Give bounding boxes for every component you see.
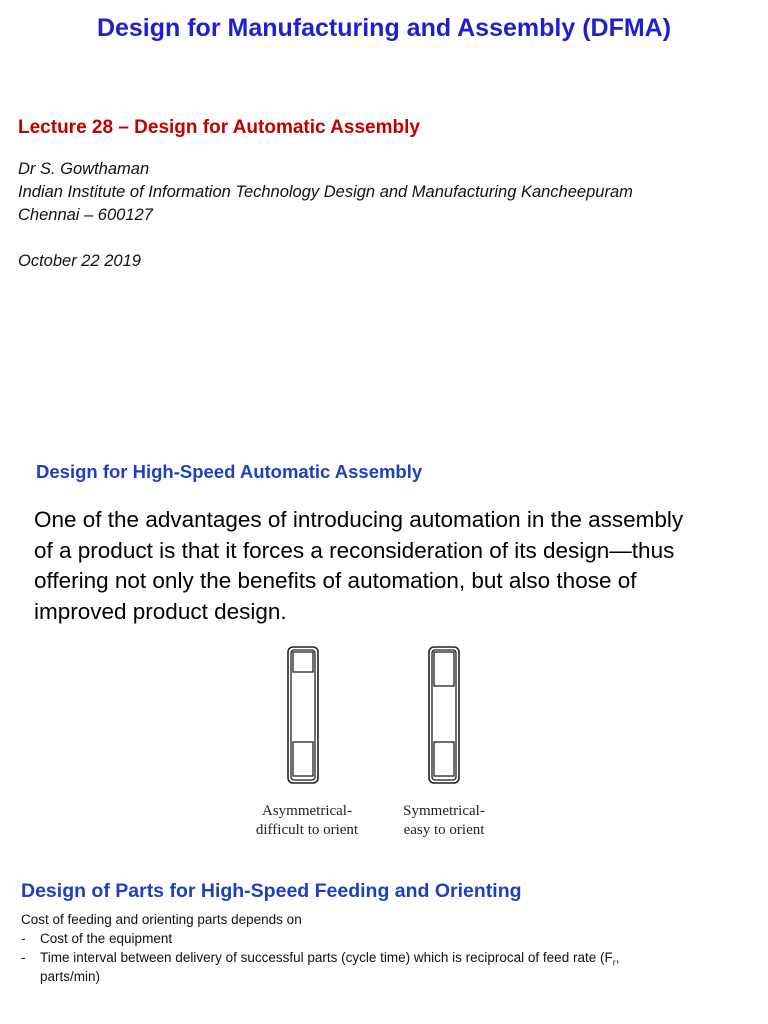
symmetric-caption	[384, 802, 504, 840]
paragraph-line: of a product is that it forces a reconsideration of its design—thus	[34, 537, 675, 563]
bullet-text: Cost of the equipment	[40, 931, 173, 946]
lecture-title: Lecture 28 – Design for Automatic Assembly	[18, 117, 420, 138]
subscript-r: r	[612, 957, 616, 968]
intro-paragraph	[34, 505, 744, 627]
asymmetric-caption	[236, 802, 378, 840]
asymmetric-part-icon	[287, 646, 319, 784]
lecture-date: October 22 2019	[18, 252, 141, 270]
section-title-high-speed: Design for High-Speed Automatic Assembly	[36, 461, 423, 482]
caption-line: difficult to orient	[255, 822, 359, 838]
list-item: - Time interval between delivery of successful parts (cycle time) which is reciprocal of feed rate ($F_r$,	[21, 950, 620, 968]
page-title: Design for Manufacturing and Assembly (DFMA)	[96, 14, 672, 42]
bullet-continuation: parts/min)	[40, 969, 101, 984]
location-text: Chennai – 600127	[18, 206, 153, 224]
bullet-tail: ,	[615, 950, 620, 965]
institution-name: Indian Institute of Information Technology Design and Manufacturing Kancheepuram	[18, 183, 633, 201]
bullet-text: Time interval between delivery of successful parts (cycle time) which is reciprocal of feed rate (F	[40, 950, 613, 965]
list-item: - Cost of the equipment	[21, 931, 173, 946]
author-name: Dr S. Gowthaman	[18, 160, 150, 178]
symmetric-part-icon	[428, 646, 460, 784]
section-title-feeding: Design of Parts for High-Speed Feeding and Orienting	[21, 880, 522, 902]
feeding-intro: Cost of feeding and orienting parts depends on	[21, 912, 302, 927]
paragraph-line: improved product design.	[34, 598, 287, 624]
paragraph-line: One of the advantages of introducing automation in the assembly	[34, 507, 684, 532]
paragraph-line: offering not only the benefits of automation, but also those of	[34, 568, 637, 593]
caption-line: easy to orient	[403, 822, 485, 838]
caption-line: Asymmetrical-	[262, 803, 352, 819]
caption-line: Symmetrical-	[403, 803, 485, 819]
